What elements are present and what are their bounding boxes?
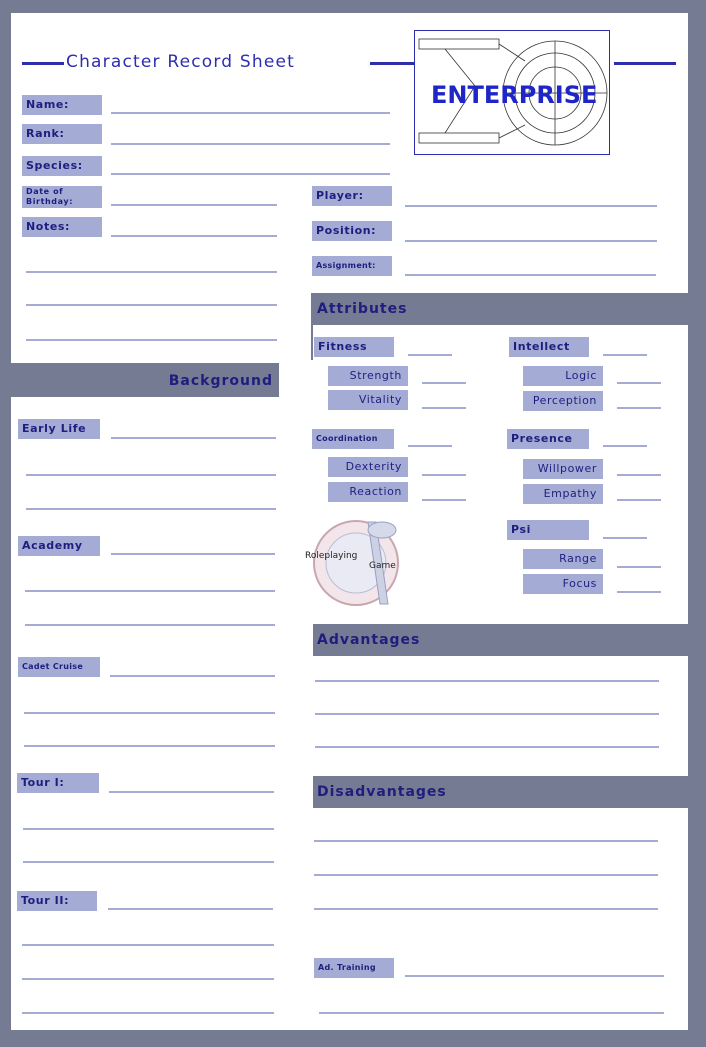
position-field[interactable] (405, 240, 657, 242)
cadet-cruise-line-1[interactable] (24, 712, 275, 714)
academy-line-2[interactable] (25, 624, 275, 626)
starship-icon (415, 31, 609, 154)
perception-label: Perception (523, 391, 603, 411)
attributes-header: Attributes (313, 293, 688, 325)
reaction-label: Reaction (328, 482, 408, 502)
tour2-line-3[interactable] (22, 1012, 274, 1014)
background-header: Background (11, 365, 279, 397)
tour1-label: Tour I: (17, 773, 99, 793)
reaction-value[interactable] (422, 499, 466, 501)
focus-value[interactable] (617, 591, 661, 593)
empathy-label: Empathy (523, 484, 603, 504)
ad-training-label: Ad. Training (314, 958, 394, 978)
coordination-value[interactable] (408, 445, 452, 447)
vitality-value[interactable] (422, 407, 466, 409)
intellect-value[interactable] (603, 354, 647, 356)
tour1-field[interactable] (109, 791, 274, 793)
title-rule-right (370, 62, 414, 65)
position-label: Position: (312, 221, 392, 241)
academy-line-1[interactable] (25, 590, 275, 592)
title-rule-far-right (614, 62, 676, 65)
logic-value[interactable] (617, 382, 661, 384)
gutter-fill (279, 360, 313, 1030)
advantages-line-3[interactable] (315, 746, 659, 748)
logo-text: ENTERPRISE (431, 81, 598, 109)
notes-line-1[interactable] (26, 271, 277, 273)
focus-label: Focus (523, 574, 603, 594)
species-label: Species: (22, 156, 102, 176)
assignment-field[interactable] (405, 274, 656, 276)
emblem-game: Game (369, 561, 396, 571)
page-title: Character Record Sheet (66, 52, 296, 72)
disadvantages-line-2[interactable] (314, 874, 658, 876)
empathy-value[interactable] (617, 499, 661, 501)
assignment-label: Assignment: (312, 256, 392, 276)
species-field[interactable] (111, 173, 390, 175)
coordination-label: Coordination (312, 429, 394, 449)
disadvantages-line-1[interactable] (314, 840, 658, 842)
tour2-line-1[interactable] (22, 944, 274, 946)
notes-label: Notes: (22, 217, 102, 237)
player-field[interactable] (405, 205, 657, 207)
notes-line-3[interactable] (26, 339, 277, 341)
academy-label: Academy (18, 536, 100, 556)
vitality-label: Vitality (328, 390, 408, 410)
early-life-label: Early Life (18, 419, 100, 439)
advantages-header: Advantages (313, 624, 688, 656)
presence-value[interactable] (603, 445, 647, 447)
academy-field[interactable] (111, 553, 275, 555)
disadvantages-line-3[interactable] (314, 908, 658, 910)
early-life-line-1[interactable] (26, 474, 276, 476)
notes-field[interactable] (111, 235, 277, 237)
early-life-line-2[interactable] (26, 508, 276, 510)
name-label: Name: (22, 95, 102, 115)
strength-value[interactable] (422, 382, 466, 384)
disadvantages-header: Disadvantages (313, 776, 688, 808)
tour2-label: Tour II: (17, 891, 97, 911)
range-label: Range (523, 549, 603, 569)
rank-field[interactable] (111, 143, 390, 145)
fitness-value[interactable] (408, 354, 452, 356)
name-field[interactable] (111, 112, 390, 114)
intellect-label: Intellect (509, 337, 589, 357)
title-rule-left (22, 62, 64, 65)
range-value[interactable] (617, 566, 661, 568)
enterprise-logo (414, 30, 610, 155)
tour2-field[interactable] (108, 908, 273, 910)
rank-label: Rank: (22, 124, 102, 144)
willpower-value[interactable] (617, 474, 661, 476)
right-advantages-panel (313, 656, 688, 776)
willpower-label: Willpower (523, 459, 603, 479)
cadet-cruise-line-2[interactable] (24, 745, 275, 747)
notes-line-2[interactable] (26, 304, 277, 306)
tour2-line-2[interactable] (22, 978, 274, 980)
presence-label: Presence (507, 429, 589, 449)
advantages-line-2[interactable] (315, 713, 659, 715)
cadet-cruise-field[interactable] (110, 675, 275, 677)
advantages-line-1[interactable] (315, 680, 659, 682)
dob-field[interactable] (111, 204, 277, 206)
tour1-line-1[interactable] (23, 828, 274, 830)
dexterity-label: Dexterity (328, 457, 408, 477)
left-upper-panel (11, 290, 311, 363)
ad-training-field[interactable] (405, 975, 664, 977)
ad-training-line-1[interactable] (319, 1012, 664, 1014)
player-label: Player: (312, 186, 392, 206)
early-life-field[interactable] (111, 437, 276, 439)
logic-label: Logic (523, 366, 603, 386)
psi-value[interactable] (603, 537, 647, 539)
fitness-label: Fitness (314, 337, 394, 357)
psi-label: Psi (507, 520, 589, 540)
emblem-roleplaying: Roleplaying (305, 551, 358, 561)
perception-value[interactable] (617, 407, 661, 409)
dob-label: Date of Birthday: (22, 186, 102, 208)
strength-label: Strength (328, 366, 408, 386)
dexterity-value[interactable] (422, 474, 466, 476)
cadet-cruise-label: Cadet Cruise (18, 657, 100, 677)
tour1-line-2[interactable] (23, 861, 274, 863)
